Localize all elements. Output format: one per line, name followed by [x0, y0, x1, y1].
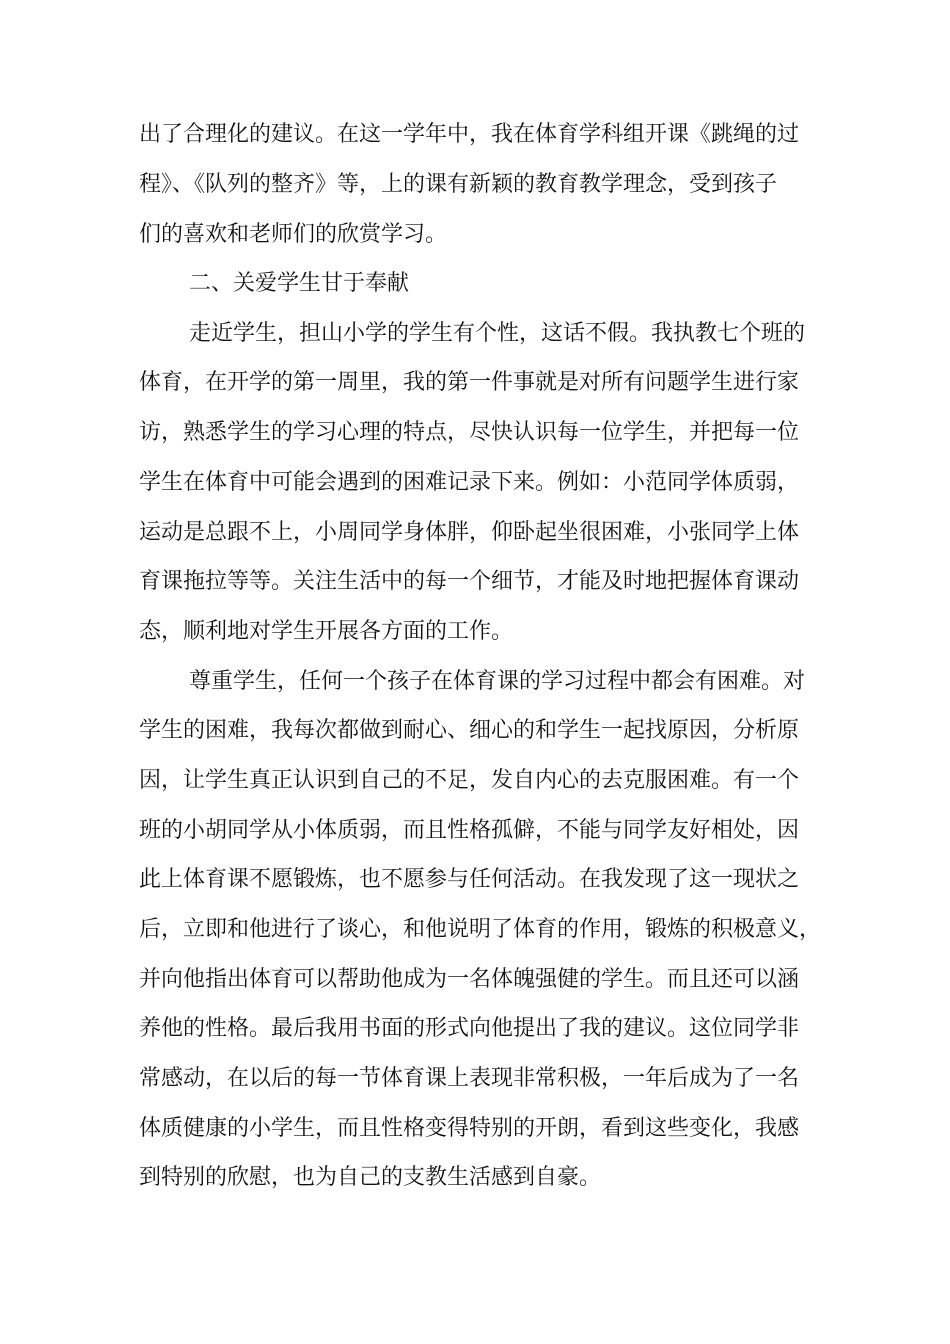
paragraph-line: 尊重学生，任何一个孩子在体育课的学习过程中都会有困难。对 [189, 669, 806, 694]
paragraph-line: 走近学生，担山小学的学生有个性，这话不假。我执教七个班的 [189, 321, 806, 346]
paragraph-line: 到特别的欣慰，也为自己的支教生活感到自豪。 [139, 1165, 602, 1190]
paragraph-line: 因，让学生真正认识到自己的不足，发自内心的去克服困难。有一个 [139, 768, 800, 793]
paragraph-line: 运动是总跟不上，小周同学身体胖，仰卧起坐很困难，小张同学上体 [139, 520, 800, 545]
paragraph-line: 出了合理化的建议。在这一学年中，我在体育学科组开课《跳绳的过 [139, 122, 800, 147]
paragraph-line: 学生在体育中可能会遇到的困难记录下来。例如：小范同学体质弱， [139, 470, 800, 495]
paragraph-line: 班的小胡同学从小体质弱，而且性格孤僻，不能与同学友好相处，因 [139, 818, 800, 843]
paragraph-line: 育课拖拉等等。关注生活中的每一个细节，才能及时地把握体育课动 [139, 569, 800, 594]
paragraph-line: 体育，在开学的第一周里，我的第一件事就是对所有问题学生进行家 [139, 370, 800, 395]
paragraph-line: 后，立即和他进行了谈心，和他说明了体育的作用，锻炼的积极意义， [139, 917, 822, 942]
paragraph-line: 常感动，在以后的每一节体育课上表现非常积极，一年后成为了一名 [139, 1066, 800, 1091]
paragraph-line: 体质健康的小学生，而且性格变得特别的开朗，看到这些变化，我感 [139, 1116, 800, 1141]
paragraph-line: 并向他指出体育可以帮助他成为一名体魄强健的学生。而且还可以涵 [139, 967, 800, 992]
paragraph-line: 们的喜欢和老师们的欣赏学习。 [139, 222, 448, 247]
paragraph-line: 此上体育课不愿锻炼，也不愿参与任何活动。在我发现了这一现状之 [139, 867, 800, 892]
paragraph-line: 学生的困难，我每次都做到耐心、细心的和学生一起找原因，分析原 [139, 718, 800, 743]
section-heading: 二、关爱学生甘于奉献 [189, 271, 410, 296]
paragraph-line: 访，熟悉学生的学习心理的特点，尽快认识每一位学生，并把每一位 [139, 420, 800, 445]
paragraph-line: 态，顺利地对学生开展各方面的工作。 [139, 619, 514, 644]
paragraph-line: 程》、《队列的整齐》等，上的课有新颖的教育教学理念，受到孩子 [139, 172, 778, 197]
paragraph-line: 养他的性格。最后我用书面的形式向他提出了我的建议。这位同学非 [139, 1016, 800, 1041]
